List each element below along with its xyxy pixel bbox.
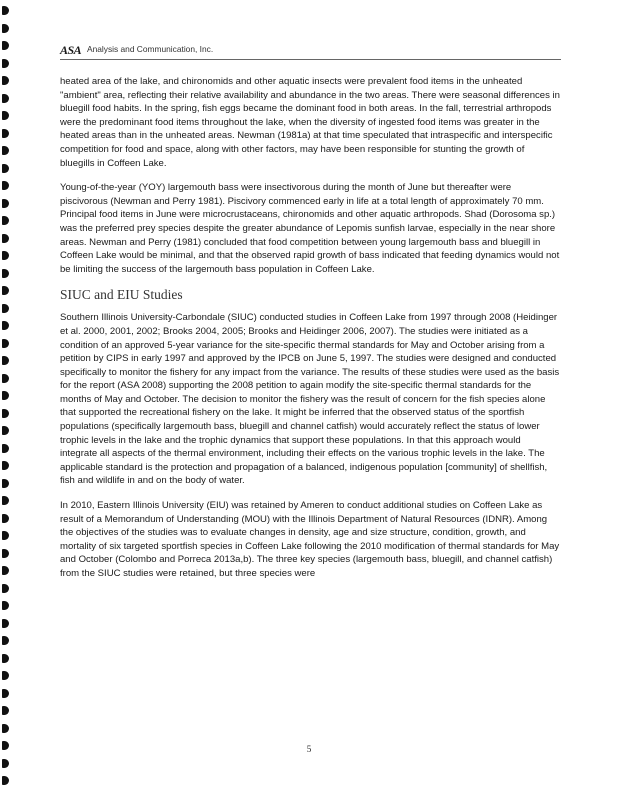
company-logo: ASA xyxy=(60,43,82,57)
binder-hole-marks xyxy=(0,0,14,800)
document-body xyxy=(60,75,560,592)
header-divider xyxy=(60,59,561,60)
paragraph-eiu-studies: In 2010, Eastern Illinois University (EIU) was retained by Ameren to conduct additional studies on Coffeen Lake as result of a Memorandum of Understanding (MOU) with the Illinois Department of Natural Resources (IDNR). Among the objectives of the studies was to evaluate changes in density, age and size structure, condition, growth, and mortality of six targeted sportfish species in Coffeen Lake following the 2010 modification of thermal standards for May and October (Colombo and Porreca 2013a,b). The three key species (largemouth bass, bluegill, and channel catfish) from the SIUC studies were retained, but three species were xyxy=(60,500,560,579)
page-number: 5 xyxy=(306,745,312,755)
paragraph-siuc-studies: Southern Illinois University-Carbondale (SIUC) conducted studies in Coffeen Lake from 1997 through 2008 (Heidinger et al. 2000, 2001, 2002; Brooks 2004, 2005; Brooks and Heidinger 2006, 2007). The studies were initiated as a condition of an approved 5-year variance for the site-specific thermal standards for May and October arising from a petition by CIPS in early 1997 and approved by the IPCB on June 5, 1997. The studies were designed and conducted specifically to monitor the fishery for any impact from the variance. The results of these studies were used as the basis for the report (ASA 2008) supporting the 2008 petition to again modify the site-specific thermal standards for the months of May and October. The decision to monitor the fishery was the result of concern for the fish species alone that supported the recreational fishery on the lake. It might be inferred that the observed status of the sportfish populations (specifically largemouth bass, bluegill and channel catfish) would accurately reflect the status of lower trophic levels in the lake and the trophic dynamics that support these populations. In that this approach would integrate all aspects of the thermal environment, including their effects on the various trophic levels in the lake. The applicable standard is the protection and propagation of a balanced, indigenous population [community] of shellfish, fish and wildlife in and on the body of water. xyxy=(60,312,560,487)
company-name: Analysis and Communication, Inc. xyxy=(87,44,214,54)
paragraph-bluegill-food: heated area of the lake, and chironomids and other aquatic insects were prevalent food items in the unheated "ambient" area, reflecting their relative availability and abundance in the two areas. There were seasonal differences in bluegill food habits. In the spring, fish eggs became the dominant food in both areas. In the fall, terrestrial arthropods were the predominant food items throughout the lake, when the diversity of ingested food items was greater in the heated areas than in the unheated areas. Newman (1981a) at that time speculated that intraspecific and interspecific competition for food and space, along with other factors, may have been responsible for stunting the growth of bluegills in Coffeen Lake. xyxy=(60,76,560,169)
page-header xyxy=(60,43,560,61)
section-heading: SIUC and EIU Studies xyxy=(60,287,183,303)
paragraph-largemouth-bass: Young-of-the-year (YOY) largemouth bass were insectivorous during the month of June but thereafter were piscivorous (Newman and Perry 1981). Piscivory commenced early in life at a total length of approximately 70 mm. Principal food items in June were microcrustaceans, chironomids and other aquatic arthropods. Shad (Dorosoma sp.) was the preferred prey species despite the greater abundance of Lepomis sunfish larvae, especially in the near shore areas. Newman and Perry (1981) concluded that food competition between young largemouth bass and bluegill in Coffeen Lake would be minimal, and that the observed rapid growth of bass indicated that feeding dynamics would not be limiting the success of the largemouth bass population in Coffeen Lake. xyxy=(60,182,560,275)
